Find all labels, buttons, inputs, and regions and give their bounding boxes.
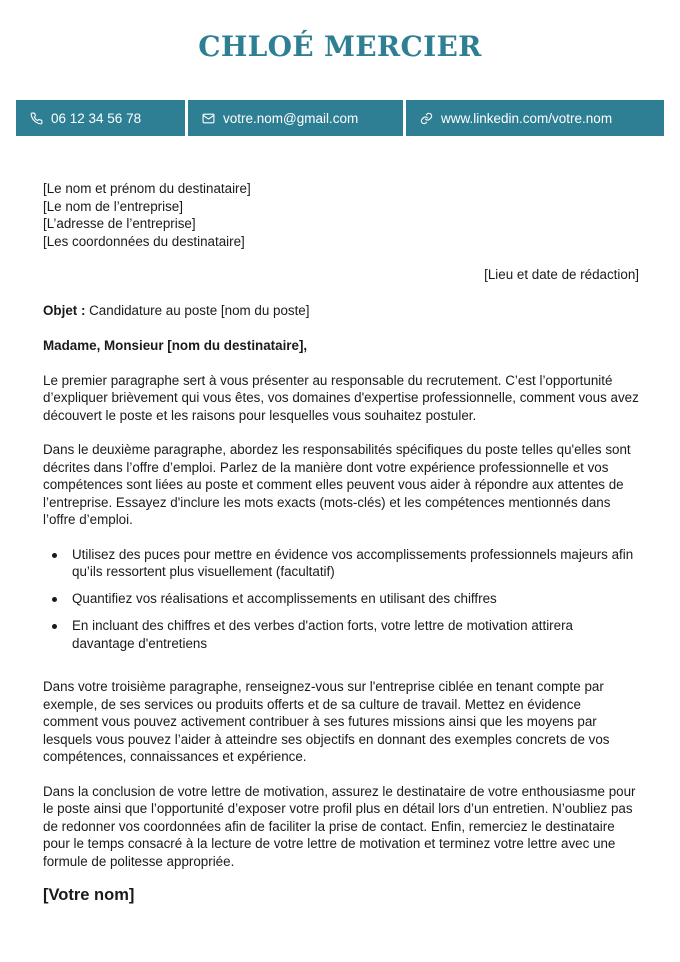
- recipient-line: [L’adresse de l’entreprise]: [43, 216, 196, 231]
- place-date: [Lieu et date de rédaction]: [484, 267, 639, 282]
- recipient-line: [Le nom et prénom du destinataire]: [43, 181, 251, 196]
- salutation: Madame, Monsieur [nom du destinataire],: [43, 338, 308, 353]
- linkedin-url: www.linkedin.com/votre.nom: [441, 110, 613, 126]
- contact-email: [188, 100, 403, 136]
- paragraph-conclusion: Dans la conclusion de votre lettre de motivation, assurez le destinataire de votre enthousiasme pour le poste ainsi que l’opportunité d’exposer votre profil plus en détail lors d’un entretien. N’oubliez pas de redonner vos coordonnées afin de faciliter la prise de contact. Enfin, remerciez le destinataire pour le temps consacré à la lecture de votre lettre de motivation et terminez votre lettre avec une formule de politesse appropriée.: [43, 783, 636, 869]
- link-icon: [420, 112, 433, 125]
- phone-icon: [30, 112, 43, 125]
- email-address: votre.nom@gmail.com: [223, 110, 359, 126]
- subject-line: [43, 302, 639, 320]
- contact-linkedin: [406, 100, 664, 136]
- list-item: En incluant des chiffres et des verbes d'action forts, votre lettre de motivation attirera davantage d'entretiens: [43, 617, 639, 652]
- phone-number: 06 12 34 56 78: [51, 110, 142, 126]
- paragraph-company: Dans votre troisième paragraphe, renseignez-vous sur l'entreprise ciblée en tenant compte par exemple, de ses services ou produits offerts et de sa culture de travail. Mettez en évidence comment vous pouvez activement contribuer à ses futures missions ainsi que les moyens par lesquels vous pouvez l’aider à atteindre ses objectifs en donnant des exemples concrets de vos compétences, connaissances et expérience.: [43, 679, 610, 764]
- applicant-name: CHLOÉ MERCIER: [198, 30, 482, 63]
- subject-label: Objet :: [43, 302, 86, 318]
- list-item: Utilisez des puces pour mettre en évidence vos accomplissements professionnels majeurs afin qu’ils ressortent plus visuellement (facultatif): [43, 546, 639, 581]
- list-item: Quantifiez vos réalisations et accomplissements en utilisant des chiffres: [43, 590, 639, 608]
- letter-body: [43, 180, 639, 905]
- mail-icon: [202, 112, 215, 125]
- recipient-line: [Les coordonnées du destinataire]: [43, 233, 245, 249]
- paragraph-experience: Dans le deuxième paragraphe, abordez les responsabilités spécifiques du poste telles qu'elles sont décrites dans l’offre d’emploi. Parlez de la manière dont votre expérience professionnelle et vos compétences sont liées au poste et comment elles peuvent vous aider à répondre aux attentes de l’entreprise. Essayez d'inclure les mots exacts (mots-clés) et les compétences mentionnés dans l’offre d’emploi.: [43, 442, 631, 527]
- recipient-block: [43, 180, 639, 250]
- paragraph-intro: Le premier paragraphe sert à vous présenter au responsable du recrutement. C’est l’opportunité d’expliquer brièvement qui vous êtes, vos domaines d'expertise professionnelle, comment vous avez découvert le poste et les raisons pour lesquelles vous souhaitez postuler.: [43, 372, 639, 423]
- signature: [Votre nom]: [43, 886, 135, 904]
- recipient-line: [Le nom de l’entreprise]: [43, 198, 183, 214]
- subject-text: Candidature au poste [nom du poste]: [85, 302, 310, 318]
- achievement-list: [43, 546, 639, 653]
- contact-phone: [16, 100, 185, 136]
- contact-bar: [16, 100, 664, 136]
